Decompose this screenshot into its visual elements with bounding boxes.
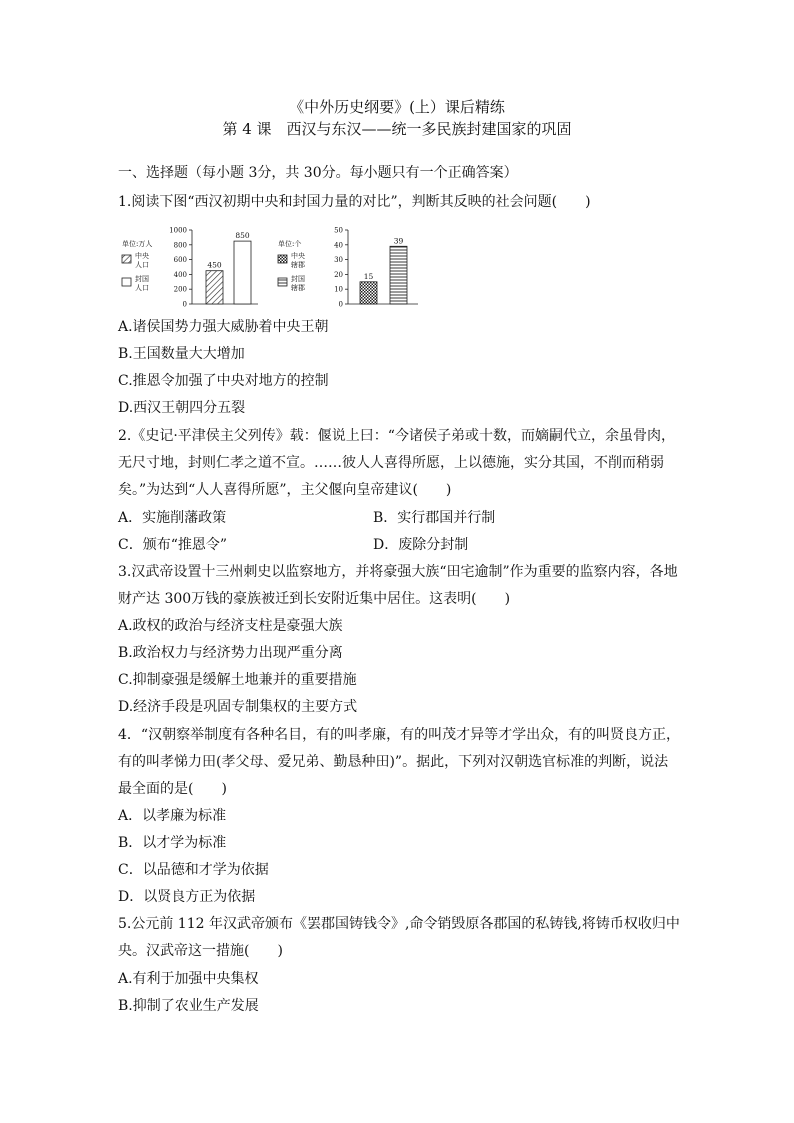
right-chart-bar-2 [390,246,407,304]
q1-option-a: A.诸侯国势力强大威胁着中央王朝 [118,319,329,335]
q5-option-a: A.有利于加强中央集权 [118,971,259,987]
left-chart-y-tick-label: 1000 [169,226,187,235]
right-chart-unit-label: 单位:个 [278,240,302,248]
left-chart-y-tick-label: 200 [173,285,187,294]
right-chart-y-tick-label: 0 [338,300,343,309]
right-chart-data-label-2: 39 [393,236,404,246]
q4-option-a: A．以孝廉为标准 [118,808,227,824]
question-1-stem: 1.阅读下图“西汉初期中央和封国力量的对比”，判断其反映的社会问题( ) [118,194,591,210]
left-chart-legend-label-2: 封国 [135,275,149,283]
right-chart-legend-swatch-1 [278,255,287,263]
q2-option-d: D．废除分封制 [373,537,469,553]
left-chart-bar-2 [234,241,251,304]
left-chart-legend-label-1: 人口 [135,261,149,269]
right-chart-legend-label-2: 封国 [291,275,305,283]
left-chart-legend-swatch-1 [122,255,131,263]
q1-option-b: B.王国数量大大增加 [118,346,245,362]
q4-option-c: C．以品德和才学为依据 [118,862,269,878]
question-4-stem-line-3: 最全面的是( ) [118,781,227,797]
left-chart-y-tick-label: 600 [173,256,187,265]
right-chart-legend-swatch-2 [278,278,287,286]
question-4-stem-line-1: 4．“汉朝察举制度有各种名目，有的叫孝廉，有的叫茂才异等才学出众，有的叫贤良方正， [118,727,681,743]
q2-option-b: B．实行郡国并行制 [373,510,496,526]
left-chart-y-tick-label: 0 [182,300,187,309]
right-chart-data-label-1: 15 [363,271,374,281]
left-chart-bar-1 [206,271,223,304]
q4-option-b: B．以才学为标准 [118,835,227,851]
left-chart-data-label-1: 450 [207,260,222,270]
question-3-stem-line-2: 财产达 300万钱的豪族被迁到长安附近集中居住。这表明( ) [118,591,511,607]
left-chart-legend-swatch-2 [122,278,131,286]
power-comparison-chart [118,222,428,312]
q3-option-c: C.抑制豪强是缓解土地兼并的重要措施 [118,672,357,688]
right-chart-y-tick-label: 20 [334,270,343,279]
q1-option-d: D.西汉王朝四分五裂 [118,400,246,416]
q3-option-d: D.经济手段是巩固专制集权的主要方式 [118,699,358,715]
left-chart-y-tick-label: 800 [173,241,187,250]
left-chart-legend-label-1: 中央 [135,252,149,260]
lesson-title: 第 4 课 西汉与东汉——统一多民族封建国家的巩固 [222,120,572,138]
question-2-stem-line-3: 矣。”为达到“人人喜得所愿”，主父偃向皇帝建议( ) [118,482,452,498]
question-5-stem-line-2: 央。汉武帝这一措施( ) [118,943,283,959]
right-chart-y-tick-label: 10 [334,285,343,294]
q1-option-c: C.推恩令加强了中央对地方的控制 [118,373,329,389]
q2-option-c: C．颁布“推恩令” [118,537,228,553]
right-chart-bar-1 [360,282,377,304]
q3-option-b: B.政治权力与经济势力出现严重分离 [118,645,343,661]
section-heading: 一、选择题（每小题 3分，共 30分。每小题只有一个正确答案） [118,165,518,181]
right-chart-legend-label-1: 辖郡 [291,261,305,269]
left-chart-legend-label-2: 人口 [135,284,149,292]
question-2-stem-line-2: 无尺寸地，封则仁孝之道不宣。……彼人人喜得所愿，上以德施，实分其国，不削而稍弱 [118,455,664,471]
right-chart-y-tick-label: 30 [334,256,343,265]
question-3-stem-line-1: 3.汉武帝设置十三州刺史以监察地方，并将豪强大族“田宅逾制”作为重要的监察内容，各地 [118,564,678,580]
right-chart-y-tick-label: 50 [334,226,343,235]
right-chart-y-tick-label: 40 [334,241,343,250]
left-chart-unit-label: 单位:万人 [122,240,153,248]
right-chart-legend-label-2: 辖郡 [291,284,305,292]
question-2-stem-line-1: 2.《史记·平津侯主父列传》载：偃说上曰：“今诸侯子弟或十数，而嫡嗣代立，余虽骨肉， [118,428,675,444]
document-title: 《中外历史纲要》(上）课后精练 [289,98,505,116]
right-chart-legend-label-1: 中央 [291,252,305,260]
left-chart-data-label-2: 850 [235,231,250,241]
q2-option-a: A．实施削藩政策 [118,510,227,526]
q3-option-a: A.政权的政治与经济支柱是豪强大族 [118,618,343,634]
q4-option-d: D．以贤良方正为依据 [118,889,256,905]
left-chart-y-tick-label: 400 [173,270,187,279]
question-5-stem-line-1: 5.公元前 112 年汉武帝颁布《罢郡国铸钱令》,命令销毁原各郡国的私铸钱,将铸币权收归中 [118,916,680,932]
question-4-stem-line-2: 有的叫孝悌力田(孝父母、爱兄弟、勤恳种田)”。据此，下列对汉朝选官标准的判断，说法 [118,754,669,770]
q5-option-b: B.抑制了农业生产发展 [118,998,259,1014]
